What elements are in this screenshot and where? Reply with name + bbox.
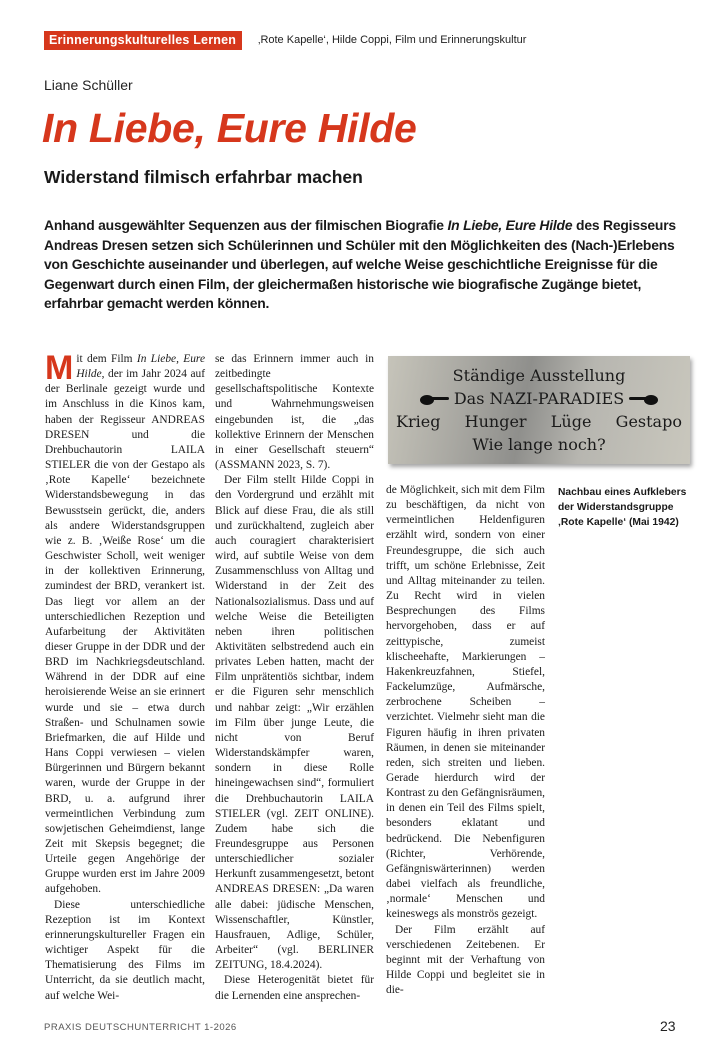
- page-number: 23: [660, 1018, 676, 1034]
- lead-film-title: In Liebe, Eure Hilde: [447, 217, 573, 233]
- text-column-3: [386, 483, 545, 998]
- pointing-hand-left-icon: [628, 395, 658, 405]
- sticker-line-3: [388, 410, 690, 433]
- sticker-headline: Das NAZI-PARADIES: [453, 389, 625, 408]
- text: , der im Jahr 2024 auf der Berlinale gezeigt wurde und im Anschluss in die Kinos kam, haben der Regisseur ANDREAS DRESEN und die Drehbuchautorin LAILA STIELER die von der Gestapo als ‚Rote Kapelle‘ bezeichnete Widerstandsbewegung in das Bewusstsein gerückt, die, anders als andere Widerstandsgruppen wie z. B. ‚Weiße Rose‘ um die Geschwister Scholl, weit weniger in der kollektiven Erinnerung, zumindest der BRD, verankert ist. Das liegt vor allem an der unterschiedlichen Rezeption und Aufarbeitung der Aktivitäten dieser Gruppe in der DDR und der BRD im Nachkriegsdeutschland. Während in der DDR auf eine heroisierende Weise an sie erinnert wurde und sie – etwa durch Straßen- und Schulnamen sowie Briefmarken, die auf Hilde und Hans Coppi verwiesen – vielen Bürgerinnen und Bürgern bekannt waren, wurde der Gruppe in der BRD, u. a. aufgrund ihrer vermeintlichen Verbindung zum sowjetischen Geheimdienst, lange Zeit mit Skepsis begegnet; die Urteile gegen Angehörige der Gruppe wurden erst im Jahre 2009 aufgehoben.: [45, 368, 205, 896]
- lead-paragraph: [44, 216, 680, 314]
- paragraph: [45, 349, 206, 898]
- text-column-2: [215, 352, 374, 1004]
- figure-caption: Nachbau eines Aufklebers der Widerstandsgruppe ‚Rote Kapelle‘ (Mai 1942): [558, 487, 687, 528]
- paragraph: Diese unterschiedliche Rezeption ist im Kontext erinnerungskultureller Fragen ein wichtiger Aspekt für die Thematisierung des Films im Unterricht, da sie deutlich macht, auf welche Wei-: [45, 898, 205, 1002]
- text-column-1: [45, 349, 206, 1004]
- author: Liane Schüller: [44, 77, 133, 93]
- sticker-word: Hunger: [464, 412, 527, 431]
- sticker-word: Krieg: [396, 412, 441, 431]
- lead-text: Anhand ausgewählter Sequenzen aus der filmischen Biografie: [44, 217, 448, 233]
- text: it dem Film: [76, 353, 137, 365]
- section-kicker: Erinnerungskulturelles Lernen: [44, 31, 242, 50]
- paragraph: se das Erinnern immer auch in zeitbedingte gesellschaftspolitische Kontexte und Wahrnehmungsweisen eingebunden ist, die „das kollektive Erinnern der Menschen in einer Gesellschaft steuern“ (ASSMANN 2023, S. 7).: [215, 353, 374, 472]
- journal-footer: PRAXIS DEUTSCHUNTERRICHT 1-2026: [44, 1022, 237, 1033]
- paragraph: Diese Heterogenität bietet für die Lernenden eine ansprechen-: [215, 974, 374, 1002]
- sticker-word: Gestapo: [615, 412, 682, 431]
- article-subtitle: Widerstand filmisch erfahrbar machen: [44, 167, 363, 187]
- sticker-image: [388, 356, 690, 464]
- film-title: In Liebe, Eure Hilde: [76, 353, 206, 381]
- sticker-line-2: [388, 387, 690, 410]
- lead-text: des Regisseurs Andreas Dresen setzen sich Schülerinnen und Schüler mit den Möglichkeiten des (Nach-)Erlebens von Geschichte auseinander und überlegen, auf welche Weise geschichtliche Ereignisse für die Gegenwart durch einen Film, der gleichermaßen historische wie biografische Zugänge bietet, erfahrbar gemacht werden können.: [44, 217, 676, 311]
- drop-cap: M: [45, 349, 74, 387]
- sticker-line-4: Wie lange noch?: [472, 435, 606, 454]
- sticker-word: Lüge: [550, 412, 592, 431]
- article-title: In Liebe, Eure Hilde: [42, 105, 417, 151]
- topic-line: ‚Rote Kapelle‘, Hilde Coppi, Film und Erinnerungskultur: [258, 34, 527, 46]
- paragraph: de Möglichkeit, sich mit dem Film zu beschäftigen, da nicht von vermeintlichen Heldenfiguren erzählt wird, sondern von einer Freundesgruppe, die sich auch trifft, um schöne Erlebnisse, Zeit und Alltag miteinander zu teilen. Zu Recht wird in vielen Besprechungen des Films hervorgehoben, dass er auf zeittypische, zumeist klischeehafte, Markierungen – Hakenkreuzfahnen, Stiefel, Fackelumzüge, Aufmärsche, zerbrochene Scheiben – verzichtet. Vielmehr sieht man die Figuren häufig in ihren privaten Räumen, in denen sie miteinander reden, sich streiten und lieben. Gerade hierdurch wird der Kontrast zu den Gefängnisräumen, in denen ein Teil des Films spielt, besonders eklatant und bedrückend. Die Nebenfiguren (Richter, Verhörende, Gefängniswärterinnen) werden dabei vielfach als freundliche, ‚normale‘ Menschen und keineswegs als monströs gezeigt.: [386, 484, 545, 921]
- paragraph: Der Film erzählt auf verschiedenen Zeitebenen. Er beginnt mit der Verhaftung von Hilde Coppi und begleitet sie in die-: [386, 923, 545, 997]
- pointing-hand-right-icon: [420, 395, 450, 405]
- paragraph: Der Film stellt Hilde Coppi in den Vordergrund und erzählt mit Blick auf diese Frau, die als still und zurückhaltend, zugleich aber auch couragiert charakterisiert wird, auf subtile Weise von dem Zusammenschluss von Alltag und Widerstand in der Zeit des Nationalsozialismus. Dass und auf welche Weise die Beteiligten neben ihren politischen Aktivitäten selbstredend auch ein privates Leben hatten, macht der Film unprätentiös sichtbar, indem er die Figuren sehr menschlich und nahbar zeigt: „Wir erzählen im Film über junge Leute, die nicht von Beruf Widerstandskämpfer waren, sondern in diese Rolle hineingewachsen sind“, formuliert die Drehbuchautorin LAILA STIELER (vgl. ZEIT ONLINE). Zudem habe sich die Freundesgruppe aus Personen unterschiedlicher sozialer Herkunft zusammengesetzt, betont ANDREAS DRESEN: „Da waren alle dabei: jüdische Menschen, Wissenschaftler, Künstler, Hausfrauen, Adlige, Schüler, Arbeiter“ (vgl. BERLINER ZEITUNG, 18.4.2024).: [215, 474, 374, 972]
- sticker-line-1: Ständige Ausstellung: [452, 366, 626, 385]
